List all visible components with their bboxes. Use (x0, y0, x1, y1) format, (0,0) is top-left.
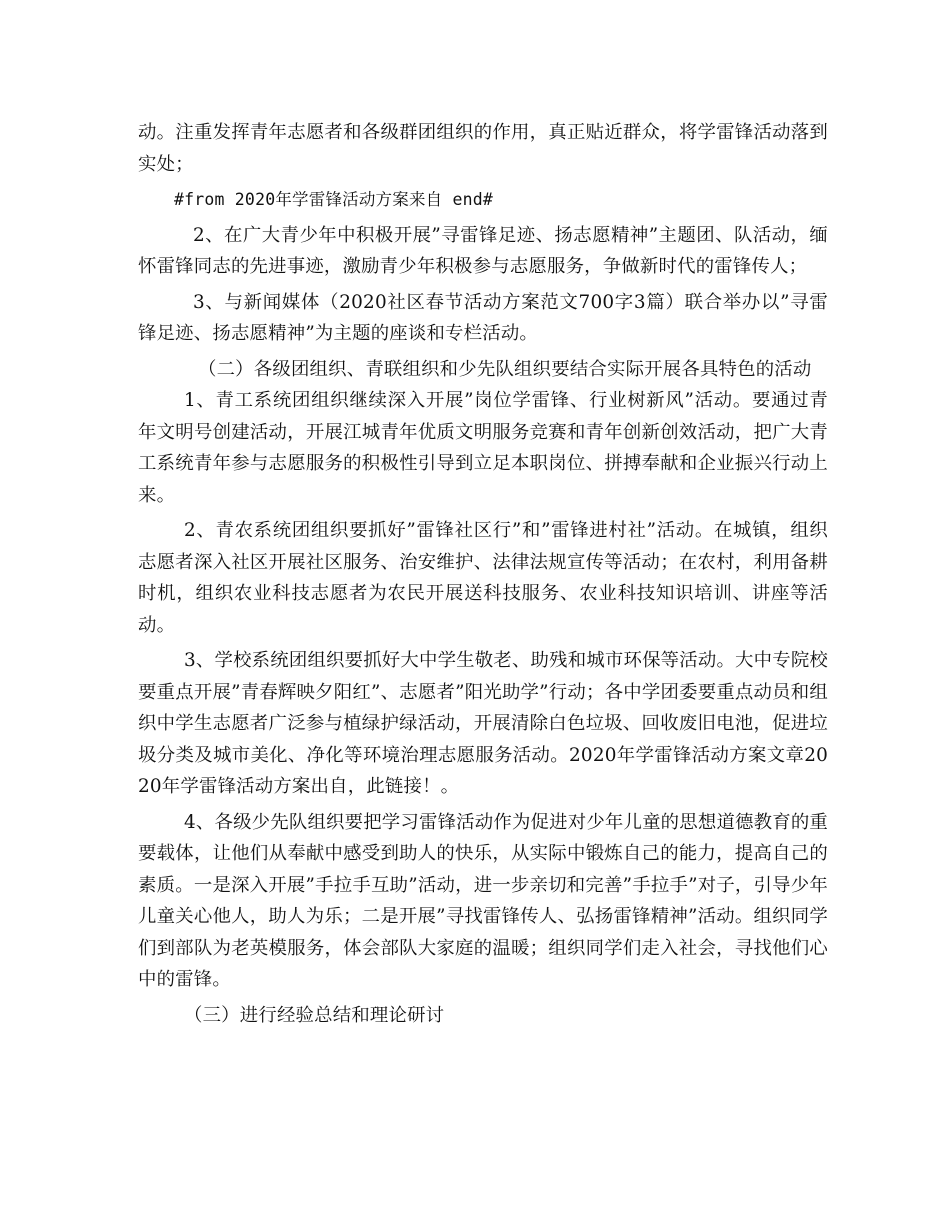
paragraph-continuation: 动。注重发挥青年志愿者和各级群团组织的作用，真正贴近群众，将学雷锋活动落到实处； (138, 122, 828, 175)
document-page (138, 117, 828, 1031)
paragraph-item-3: 3、与新闻媒体（2020社区春节活动方案范文700字3篇）联合举办以”寻雷锋足迹、扬志愿精神”为主题的座谈和专栏活动。 (138, 291, 828, 344)
paragraph-item-2: 2、在广大青少年中积极开展”寻雷锋足迹、扬志愿精神”主题团、队活动，缅怀雷锋同志的先进事迹，激励青少年积极参与志愿服务，争做新时代的雷锋传人； (138, 224, 828, 277)
paragraph-subitem-4: 4、各级少先队组织要把学习雷锋活动作为促进对少年儿童的思想道德教育的重要载体，让他们从奉献中感受到助人的快乐，从实际中锻炼自己的能力，提高自己的素质。一是深入开展”手拉手互助”活动，进一步亲切和完善”手拉手”对子，引导少年儿童关心他人，助人为乐；二是开展”寻找雷锋传人、弘扬雷锋精神”活动。组织同学们到部队为老英模服务，体会部队大家庭的温暖；组织同学们走入社会，寻找他们心中的雷锋。 (138, 811, 828, 990)
paragraph-subitem-2: 2、青农系统团组织要抓好”雷锋社区行”和”雷锋进村社”活动。在城镇，组织志愿者深入社区开展社区服务、治安维护、法律法规宣传等活动；在农村，利用备耕时机，组织农业科技志愿者为农民开展送科技服务、农业科技知识培训、讲座等活动。 (138, 520, 828, 636)
section-heading-3: （三）进行经验总结和理论研讨 (184, 1004, 445, 1026)
paragraph-subitem-1: 1、青工系统团组织继续深入开展”岗位学雷锋、行业树新风”活动。要通过青年文明号创建活动，开展江城青年优质文明服务竞赛和青年创新创效活动，把广大青工系统青年参与志愿服务的积极性引导到立足本职岗位、拼搏奉献和企业振兴行动上来。 (138, 390, 828, 506)
source-marker-line: #from 2020年学雷锋活动方案来自 end# (174, 190, 494, 209)
paragraph-subitem-3: 3、学校系统团组织要抓好大中学生敬老、助残和城市环保等活动。大中专院校要重点开展”青春辉映夕阳红”、志愿者”阳光助学”行动；各中学团委要重点动员和组织中学生志愿者广泛参与植绿护绿活动，开展清除白色垃圾、回收废旧电池，促进垃圾分类及城市美化、净化等环境治理志愿服务活动。2020年学雷锋活动方案文章2020年学雷锋活动方案出自，此链接！。 (138, 650, 828, 797)
section-heading-2: （二）各级团组织、青联组织和少先队组织要结合实际开展各具特色的活动 (198, 358, 812, 380)
